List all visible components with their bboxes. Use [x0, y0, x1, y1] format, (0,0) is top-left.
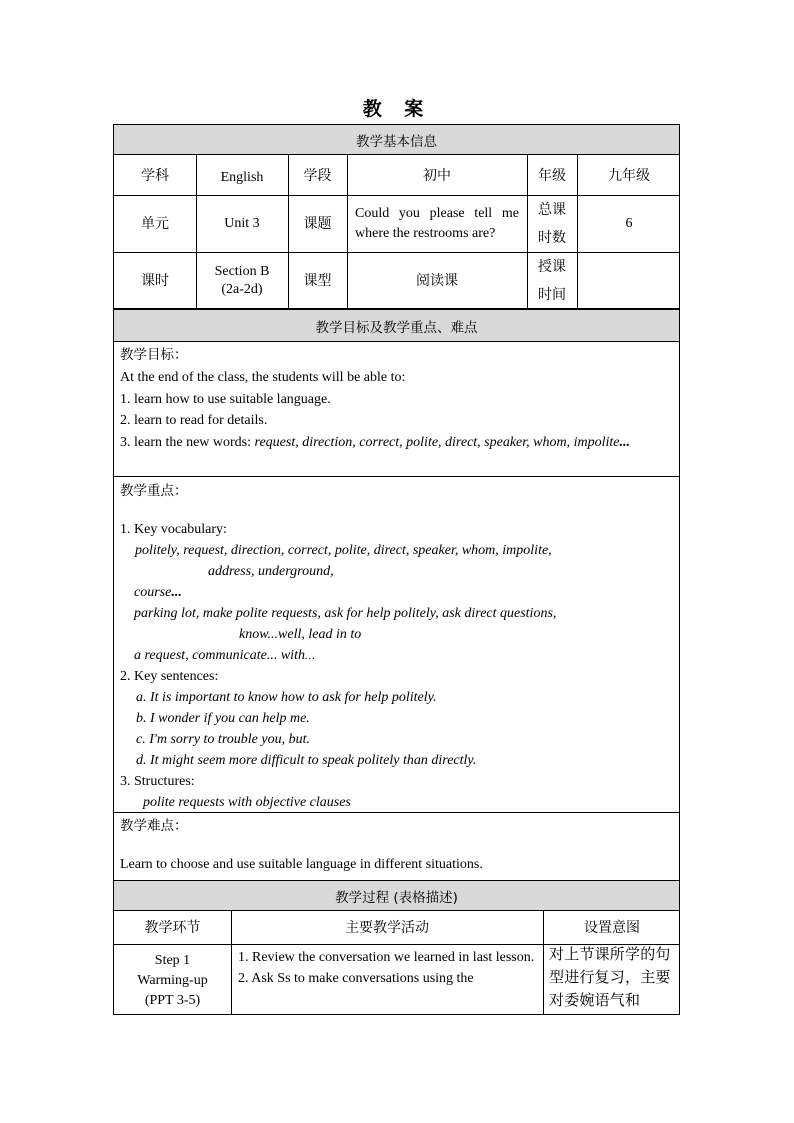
difficulties-text: Learn to choose and use suitable language in different situations. [120, 857, 483, 872]
key-points-block [114, 477, 679, 812]
objective-item-3-lead: 3. learn the new words: [120, 435, 252, 450]
process-activity-1 [231, 947, 543, 989]
section-objectives-header: 教学目标及教学重点、难点 [114, 309, 679, 342]
objective-item-3 [120, 432, 675, 453]
section-basic-info: 教学基本信息 [114, 125, 679, 155]
section-process-header: 教学过程 (表格描述) [114, 880, 679, 911]
period-label: 课时 [141, 272, 169, 289]
objectives-intro: At the end of the class, the students will be able to: [120, 370, 406, 385]
objectives-heading: 教学目标： [120, 347, 188, 363]
key-sentence-c: c. I'm sorry to trouble you, but. [136, 732, 310, 747]
unit-label: 单元 [141, 216, 169, 232]
topic-value: Could you please tell me where the restrooms are? [355, 206, 519, 241]
difficulties-heading: 教学难点： [120, 818, 188, 834]
key-vocabulary-well-lead: ...well, lead in to [267, 627, 362, 642]
structure-item-1: polite requests with objective clauses [143, 795, 351, 810]
stage-value: 初中 [423, 167, 451, 184]
key-vocabulary-line-1: politely, request, direction, correct, polite, direct, speaker, whom, impolite, [135, 543, 552, 558]
key-sentences-label: 2. Key sentences: [120, 669, 219, 684]
key-vocabulary-ellipsis: ... [171, 585, 182, 600]
key-vocabulary-course: course [134, 585, 172, 600]
process-step-1 [114, 951, 231, 1011]
key-vocabulary-with: ... with [266, 648, 305, 663]
key-vocabulary-line-2: address, underground, [208, 564, 334, 579]
process-col-activity: 主要教学活动 [345, 919, 429, 936]
subject-value: English [220, 169, 264, 185]
structures-label: 3. Structures: [120, 774, 195, 789]
key-sentence-d: d. It might seem more difficult to speak politely than directly. [136, 753, 477, 768]
objective-item-3-ellipsis: ... [619, 435, 630, 450]
key-vocabulary-label: 1. Key vocabulary: [120, 522, 227, 537]
page-title: 教 案 [362, 98, 432, 120]
key-vocabulary-request: a request, communicate [134, 648, 267, 663]
objectives-block [114, 342, 679, 476]
key-vocabulary-line-3 [134, 583, 182, 603]
topic-label: 课题 [303, 216, 332, 232]
step-subtitle: Warming-up [137, 973, 208, 988]
key-sentence-a: a. It is important to know how to ask for help politely. [136, 690, 437, 705]
key-vocabulary-line-4: parking lot, make polite requests, ask for help politely, ask direct questions, [134, 606, 557, 621]
key-vocabulary-line-6 [134, 646, 315, 666]
total-periods-value: 6 [625, 216, 633, 231]
unit-value: Unit 3 [224, 216, 260, 231]
difficulties-block [114, 813, 679, 880]
lesson-type-label: 课型 [303, 272, 332, 289]
teaching-time-value [577, 253, 680, 308]
total-periods-label: 总课时数 [538, 202, 566, 246]
key-points-heading: 教学重点： [120, 483, 188, 499]
grade-value: 九年级 [608, 167, 650, 184]
objective-item-1: 1. learn how to use suitable language. [120, 392, 331, 407]
objective-item-2: 2. learn to read for details. [120, 413, 268, 428]
process-col-intent: 设置意图 [584, 919, 640, 936]
teaching-time-label: 授课时间 [538, 258, 566, 303]
lesson-type-value: 阅读课 [416, 272, 458, 289]
key-vocabulary-trailing-ellipsis: … [304, 650, 315, 662]
objective-item-3-words: request, direction, correct, polite, direct, speaker, whom, impolite [254, 435, 620, 450]
activity-item-1: 1. Review the conversation we learned in last lesson. [238, 950, 535, 965]
process-intent-1: 对上节课所学的句型进行复习，主要对委婉语气和 [549, 945, 671, 1009]
subject-label: 学科 [141, 167, 169, 184]
key-vocabulary-know: know [239, 627, 268, 642]
lesson-plan-table [113, 124, 680, 1015]
key-sentence-b: b. I wonder if you can help me. [136, 711, 310, 726]
stage-label: 学段 [303, 167, 332, 184]
grade-label: 年级 [538, 167, 566, 184]
period-value: Section B (2a-2d) [214, 263, 270, 297]
process-col-step: 教学环节 [144, 919, 201, 936]
step-name: Step 1 [154, 953, 191, 968]
activity-item-2: 2. Ask Ss to make conversations using the [238, 971, 474, 986]
step-ppt: (PPT 3-5) [144, 993, 201, 1008]
key-vocabulary-line-5 [239, 625, 361, 645]
